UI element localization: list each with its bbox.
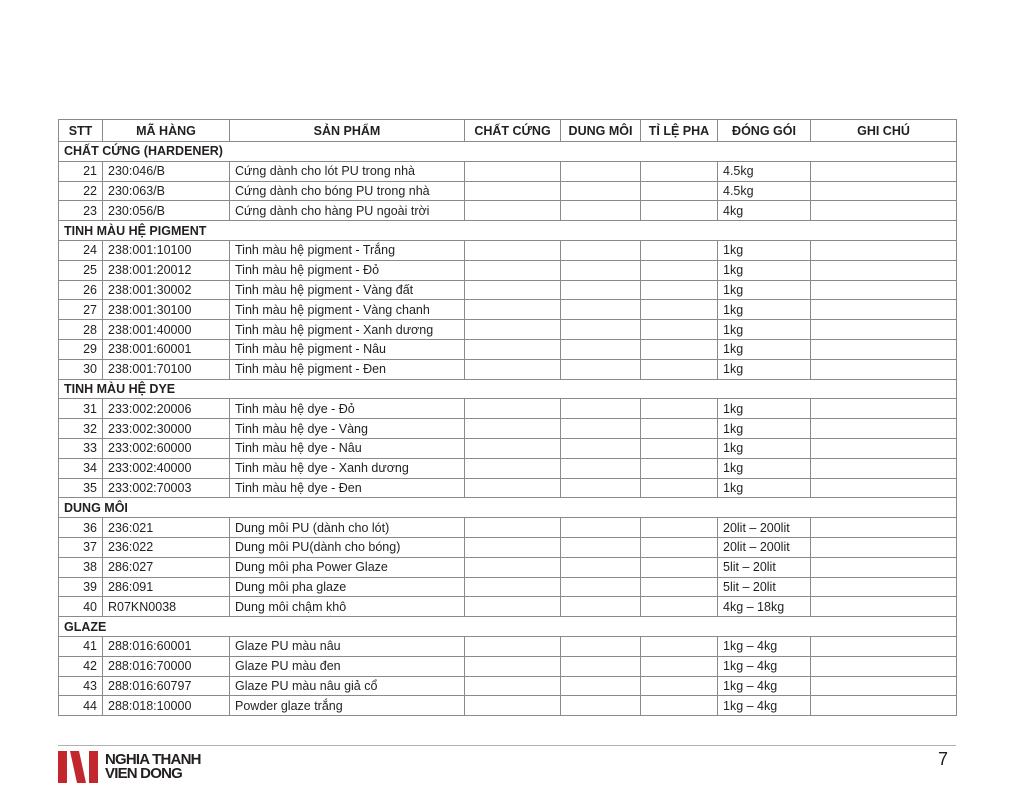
cell-product: Tinh màu hệ pigment - Đỏ: [230, 260, 465, 280]
column-header: ĐÓNG GÓI: [718, 120, 811, 142]
cell-empty: [641, 240, 718, 260]
section-title: DUNG MÔI: [59, 498, 957, 518]
cell-empty: [561, 458, 641, 478]
company-logo: [58, 751, 100, 783]
cell-code: R07KN0038: [103, 597, 230, 617]
cell-code: 288:016:60001: [103, 636, 230, 656]
cell-empty: [641, 419, 718, 439]
cell-product: Tinh màu hệ pigment - Vàng chanh: [230, 300, 465, 320]
cell-code: 238:001:10100: [103, 240, 230, 260]
cell-product: Cứng dành cho hàng PU ngoài trời: [230, 201, 465, 221]
cell-code: 230:046/B: [103, 161, 230, 181]
section-title: CHẤT CỨNG (HARDENER): [59, 142, 957, 162]
cell-stt: 30: [59, 359, 103, 379]
cell-empty: [465, 419, 561, 439]
cell-stt: 36: [59, 518, 103, 538]
table-row: [59, 537, 957, 557]
cell-pack: 1kg – 4kg: [718, 676, 811, 696]
section-row: [59, 379, 957, 399]
cell-empty: [465, 201, 561, 221]
cell-empty: [811, 656, 957, 676]
cell-code: 238:001:20012: [103, 260, 230, 280]
cell-empty: [465, 478, 561, 498]
cell-empty: [811, 339, 957, 359]
cell-empty: [465, 359, 561, 379]
cell-pack: 1kg: [718, 419, 811, 439]
table-row: [59, 656, 957, 676]
table-row: [59, 240, 957, 260]
cell-empty: [465, 696, 561, 716]
cell-product: Tinh màu hệ pigment - Nâu: [230, 339, 465, 359]
cell-empty: [811, 419, 957, 439]
page-number: 7: [938, 749, 949, 769]
cell-empty: [465, 260, 561, 280]
cell-product: Dung môi PU (dành cho lót): [230, 518, 465, 538]
cell-stt: 22: [59, 181, 103, 201]
section-title: TINH MÀU HỆ PIGMENT: [59, 221, 957, 241]
cell-empty: [641, 458, 718, 478]
section-title: TINH MÀU HỆ DYE: [59, 379, 957, 399]
cell-stt: 34: [59, 458, 103, 478]
table-row: [59, 280, 957, 300]
cell-empty: [811, 577, 957, 597]
cell-product: Tinh màu hệ dye - Xanh dương: [230, 458, 465, 478]
table-row: [59, 458, 957, 478]
cell-empty: [561, 201, 641, 221]
cell-pack: 1kg: [718, 458, 811, 478]
cell-empty: [465, 280, 561, 300]
cell-product: Dung môi PU(dành cho bóng): [230, 537, 465, 557]
cell-empty: [561, 339, 641, 359]
brand-name: [105, 753, 201, 781]
cell-empty: [811, 636, 957, 656]
cell-product: Cứng dành cho lót PU trong nhà: [230, 161, 465, 181]
brand-line-2: VIEN DONG: [105, 765, 182, 782]
cell-stt: 25: [59, 260, 103, 280]
cell-code: 233:002:30000: [103, 419, 230, 439]
table-row: [59, 696, 957, 716]
cell-product: Tinh màu hệ dye - Đỏ: [230, 399, 465, 419]
cell-empty: [561, 161, 641, 181]
cell-empty: [465, 557, 561, 577]
cell-product: Powder glaze trắng: [230, 696, 465, 716]
cell-code: 233:002:70003: [103, 478, 230, 498]
cell-empty: [561, 577, 641, 597]
cell-empty: [465, 399, 561, 419]
cell-empty: [465, 339, 561, 359]
cell-empty: [561, 597, 641, 617]
table-row: [59, 201, 957, 221]
cell-stt: 26: [59, 280, 103, 300]
cell-empty: [641, 478, 718, 498]
cell-empty: [641, 696, 718, 716]
cell-empty: [465, 300, 561, 320]
cell-code: 233:002:60000: [103, 438, 230, 458]
cell-empty: [561, 656, 641, 676]
cell-stt: 35: [59, 478, 103, 498]
cell-pack: 1kg: [718, 300, 811, 320]
cell-empty: [465, 240, 561, 260]
cell-empty: [811, 458, 957, 478]
cell-empty: [465, 161, 561, 181]
cell-stt: 27: [59, 300, 103, 320]
cell-pack: 4kg – 18kg: [718, 597, 811, 617]
cell-product: Tinh màu hệ pigment - Đen: [230, 359, 465, 379]
cell-empty: [561, 240, 641, 260]
cell-code: 288:018:10000: [103, 696, 230, 716]
cell-empty: [811, 557, 957, 577]
cell-pack: 1kg: [718, 359, 811, 379]
cell-empty: [811, 478, 957, 498]
cell-empty: [641, 438, 718, 458]
cell-empty: [811, 438, 957, 458]
table-row: [59, 419, 957, 439]
cell-empty: [641, 181, 718, 201]
brand-line-1: NGHIA THANH: [105, 751, 201, 768]
table-row: [59, 359, 957, 379]
cell-empty: [811, 260, 957, 280]
cell-stt: 39: [59, 577, 103, 597]
cell-empty: [811, 359, 957, 379]
table-row: [59, 399, 957, 419]
column-header: DUNG MÔI: [561, 120, 641, 142]
table-row: [59, 557, 957, 577]
cell-product: Tinh màu hệ pigment - Vàng đất: [230, 280, 465, 300]
cell-empty: [561, 676, 641, 696]
cell-stt: 37: [59, 537, 103, 557]
cell-code: 233:002:40000: [103, 458, 230, 478]
cell-product: Tinh màu hệ dye - Vàng: [230, 419, 465, 439]
cell-pack: 4.5kg: [718, 161, 811, 181]
cell-code: 286:091: [103, 577, 230, 597]
cell-empty: [641, 399, 718, 419]
cell-empty: [561, 280, 641, 300]
cell-empty: [641, 339, 718, 359]
cell-pack: 4kg: [718, 201, 811, 221]
cell-empty: [641, 260, 718, 280]
cell-code: 288:016:70000: [103, 656, 230, 676]
table-row: [59, 320, 957, 340]
table-row: [59, 636, 957, 656]
table-row: [59, 518, 957, 538]
cell-code: 238:001:30002: [103, 280, 230, 300]
cell-pack: 1kg – 4kg: [718, 696, 811, 716]
cell-code: 236:021: [103, 518, 230, 538]
cell-stt: 43: [59, 676, 103, 696]
cell-empty: [465, 320, 561, 340]
cell-stt: 38: [59, 557, 103, 577]
cell-stt: 31: [59, 399, 103, 419]
cell-stt: 24: [59, 240, 103, 260]
table-row: [59, 478, 957, 498]
cell-empty: [811, 280, 957, 300]
cell-empty: [811, 518, 957, 538]
column-header: TỈ LỆ PHA: [641, 120, 718, 142]
cell-product: Dung môi pha glaze: [230, 577, 465, 597]
cell-pack: 1kg – 4kg: [718, 656, 811, 676]
cell-empty: [641, 537, 718, 557]
cell-pack: 1kg: [718, 260, 811, 280]
cell-empty: [641, 656, 718, 676]
table-row: [59, 438, 957, 458]
cell-empty: [641, 577, 718, 597]
cell-empty: [811, 676, 957, 696]
cell-empty: [465, 636, 561, 656]
table-row: [59, 577, 957, 597]
footer-divider: [58, 745, 956, 746]
cell-empty: [561, 300, 641, 320]
cell-empty: [641, 676, 718, 696]
column-header: SẢN PHẨM: [230, 120, 465, 142]
cell-empty: [465, 676, 561, 696]
section-row: [59, 221, 957, 241]
column-header: MÃ HÀNG: [103, 120, 230, 142]
cell-empty: [465, 577, 561, 597]
cell-code: 238:001:40000: [103, 320, 230, 340]
cell-empty: [811, 597, 957, 617]
cell-pack: 1kg: [718, 339, 811, 359]
cell-empty: [811, 320, 957, 340]
cell-product: Cứng dành cho bóng PU trong nhà: [230, 181, 465, 201]
cell-empty: [465, 458, 561, 478]
cell-stt: 33: [59, 438, 103, 458]
cell-empty: [811, 181, 957, 201]
cell-empty: [811, 696, 957, 716]
cell-stt: 42: [59, 656, 103, 676]
cell-empty: [811, 240, 957, 260]
cell-stt: 21: [59, 161, 103, 181]
cell-pack: 1kg – 4kg: [718, 636, 811, 656]
column-header: CHẤT CỨNG: [465, 120, 561, 142]
cell-empty: [561, 478, 641, 498]
section-title: GLAZE: [59, 617, 957, 637]
cell-stt: 29: [59, 339, 103, 359]
table-row: [59, 161, 957, 181]
cell-product: Tinh màu hệ pigment - Xanh dương: [230, 320, 465, 340]
cell-empty: [811, 161, 957, 181]
cell-empty: [641, 300, 718, 320]
cell-empty: [465, 537, 561, 557]
section-row: [59, 498, 957, 518]
cell-code: 236:022: [103, 537, 230, 557]
cell-pack: 20lit – 200lit: [718, 518, 811, 538]
cell-code: 238:001:30100: [103, 300, 230, 320]
table-row: [59, 260, 957, 280]
cell-stt: 28: [59, 320, 103, 340]
cell-empty: [641, 280, 718, 300]
cell-empty: [561, 557, 641, 577]
cell-product: Tinh màu hệ dye - Đen: [230, 478, 465, 498]
cell-code: 288:016:60797: [103, 676, 230, 696]
cell-pack: 1kg: [718, 240, 811, 260]
cell-empty: [641, 320, 718, 340]
cell-stt: 32: [59, 419, 103, 439]
table-row: [59, 339, 957, 359]
section-row: [59, 617, 957, 637]
cell-empty: [465, 518, 561, 538]
cell-pack: 20lit – 200lit: [718, 537, 811, 557]
cell-pack: 5lit – 20lit: [718, 577, 811, 597]
cell-empty: [561, 399, 641, 419]
column-header: STT: [59, 120, 103, 142]
cell-pack: 1kg: [718, 399, 811, 419]
cell-product: Tinh màu hệ dye - Nâu: [230, 438, 465, 458]
cell-code: 233:002:20006: [103, 399, 230, 419]
cell-empty: [561, 320, 641, 340]
cell-product: Glaze PU màu nâu: [230, 636, 465, 656]
cell-empty: [561, 359, 641, 379]
cell-empty: [561, 518, 641, 538]
table-row: [59, 300, 957, 320]
cell-empty: [561, 636, 641, 656]
table-row: [59, 181, 957, 201]
column-header: GHI CHÚ: [811, 120, 957, 142]
cell-empty: [641, 201, 718, 221]
cell-empty: [641, 597, 718, 617]
cell-empty: [561, 419, 641, 439]
cell-empty: [811, 201, 957, 221]
cell-code: 238:001:70100: [103, 359, 230, 379]
cell-stt: 44: [59, 696, 103, 716]
cell-empty: [811, 399, 957, 419]
cell-product: Tinh màu hệ pigment - Trắng: [230, 240, 465, 260]
cell-stt: 41: [59, 636, 103, 656]
cell-empty: [465, 597, 561, 617]
cell-empty: [641, 557, 718, 577]
cell-product: Dung môi chậm khô: [230, 597, 465, 617]
cell-empty: [561, 260, 641, 280]
cell-empty: [641, 359, 718, 379]
cell-empty: [561, 181, 641, 201]
cell-code: 230:063/B: [103, 181, 230, 201]
cell-product: Glaze PU màu đen: [230, 656, 465, 676]
cell-code: 230:056/B: [103, 201, 230, 221]
cell-empty: [811, 300, 957, 320]
cell-pack: 4.5kg: [718, 181, 811, 201]
cell-pack: 5lit – 20lit: [718, 557, 811, 577]
cell-empty: [811, 537, 957, 557]
cell-code: 238:001:60001: [103, 339, 230, 359]
cell-pack: 1kg: [718, 280, 811, 300]
cell-empty: [561, 537, 641, 557]
cell-product: Dung môi pha Power Glaze: [230, 557, 465, 577]
product-table: [58, 119, 957, 716]
cell-empty: [641, 636, 718, 656]
section-row: [59, 142, 957, 162]
cell-pack: 1kg: [718, 438, 811, 458]
cell-empty: [641, 518, 718, 538]
cell-empty: [465, 438, 561, 458]
cell-pack: 1kg: [718, 478, 811, 498]
cell-stt: 40: [59, 597, 103, 617]
cell-empty: [561, 438, 641, 458]
cell-pack: 1kg: [718, 320, 811, 340]
cell-stt: 23: [59, 201, 103, 221]
table-row: [59, 597, 957, 617]
cell-empty: [465, 181, 561, 201]
cell-code: 286:027: [103, 557, 230, 577]
cell-product: Glaze PU màu nâu giả cổ: [230, 676, 465, 696]
cell-empty: [561, 696, 641, 716]
cell-empty: [641, 161, 718, 181]
table-row: [59, 676, 957, 696]
cell-empty: [465, 656, 561, 676]
